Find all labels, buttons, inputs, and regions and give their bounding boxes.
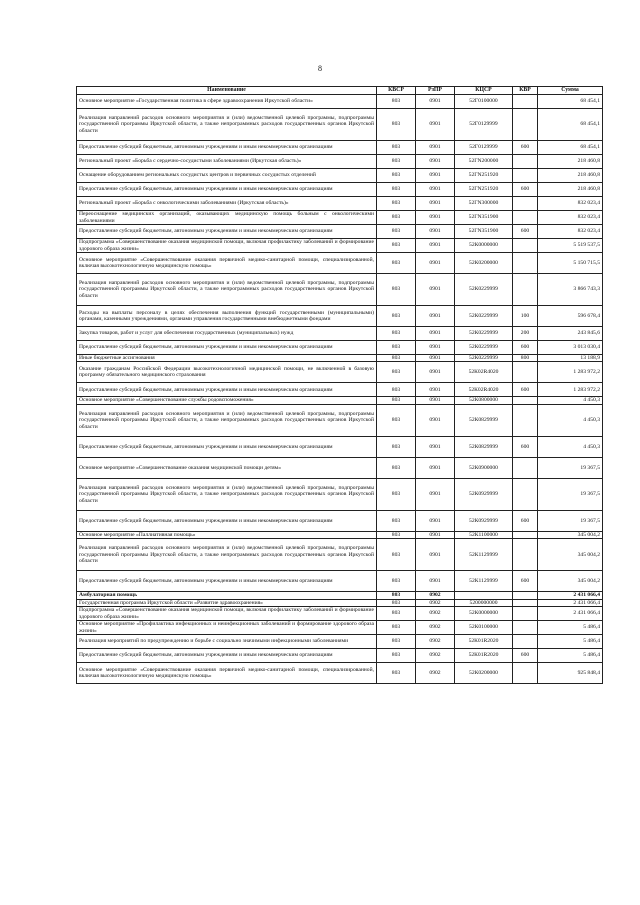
row-kcsr: 52К0200000: [455, 253, 513, 274]
row-name: Реализация мероприятий по предупреждению и борьбе с социально значимыми инфекционными заболеваниями: [77, 635, 377, 649]
row-kvr: [513, 109, 538, 141]
row-rzpr: 0901: [416, 457, 455, 478]
row-rzpr: 0901: [416, 436, 455, 457]
table-row: [77, 239, 603, 253]
table-row: [77, 253, 603, 274]
row-name: Предоставление субсидий бюджетным, автономным учреждениям и иным некоммерческим организациям: [77, 436, 377, 457]
row-kvsr: 803: [377, 253, 416, 274]
row-kcsr: 52К0829999: [455, 404, 513, 436]
row-kcsr: 52ГN351900: [455, 211, 513, 225]
row-sum: 1 283 972,2: [538, 383, 603, 397]
header-rzpr: РзПР: [416, 87, 455, 95]
row-rzpr: 0901: [416, 183, 455, 197]
row-kvsr: 803: [377, 539, 416, 571]
row-kvr: 600: [513, 141, 538, 155]
row-name: Оказание гражданам Российской Федерации высокотехнологичной медицинской помощи, не включенной в базовую программу обязательного медицинского страхования: [77, 362, 377, 383]
row-name: Закупка товаров, работ и услуг для обеспечения государственных (муниципальных) нужд: [77, 327, 377, 341]
row-sum: 218 460,8: [538, 183, 603, 197]
row-kvsr: 803: [377, 239, 416, 253]
row-kvr: [513, 239, 538, 253]
row-kcsr: 52К0100000: [455, 621, 513, 635]
row-kvsr: 803: [377, 621, 416, 635]
table-row: [77, 404, 603, 436]
row-name: Основное мероприятие «Профилактика инфекционных и неинфекционных заболеваний и формирование здорового образа жизни»: [77, 621, 377, 635]
table-row: [77, 109, 603, 141]
row-kcsr: 52К1129999: [455, 539, 513, 571]
row-kvr: [513, 592, 538, 599]
table-row: [77, 95, 603, 109]
header-name: Наименование: [77, 87, 377, 95]
row-kvsr: 803: [377, 183, 416, 197]
row-name: Предоставление субсидий бюджетным, автономным учреждениям и иным некоммерческим организациям: [77, 571, 377, 592]
row-sum: 832 023,4: [538, 197, 603, 211]
row-name: Реализация направлений расходов основного мероприятия и (или) ведомственной целевой программы, подпрограммы государственной программы Иркутской области, а также непрограммных расходов государственных органов Иркутской области: [77, 404, 377, 436]
row-sum: 925 848,4: [538, 663, 603, 684]
row-kvsr: 803: [377, 109, 416, 141]
row-sum: 13 188,9: [538, 355, 603, 362]
row-kvsr: 803: [377, 362, 416, 383]
row-sum: 2 431 066,4: [538, 592, 603, 599]
table-row: [77, 327, 603, 341]
table-row: [77, 531, 603, 538]
table-row: [77, 649, 603, 663]
row-name: Реализация направлений расходов основного мероприятия и (или) ведомственной целевой программы, подпрограммы государственной программы Иркутской области, а также непрограммных расходов государственных органов Иркутской области: [77, 539, 377, 571]
row-rzpr: 0901: [416, 383, 455, 397]
row-kvr: 600: [513, 341, 538, 355]
row-name: Основное мероприятие «Совершенствование оказания первичной медико-санитарной помощи, специализированной, включая высокотехнологичную медицинскую помощь»: [77, 663, 377, 684]
row-kvsr: 803: [377, 663, 416, 684]
row-sum: 19 367,5: [538, 478, 603, 510]
table-row: [77, 663, 603, 684]
row-rzpr: 0901: [416, 141, 455, 155]
row-name: Оснащение оборудованием региональных сосудистых центров и первичных сосудистых отделений: [77, 169, 377, 183]
row-kvsr: 803: [377, 141, 416, 155]
row-kcsr: 52К01R2020: [455, 649, 513, 663]
row-kcsr: 52К0800000: [455, 397, 513, 404]
row-kvr: [513, 95, 538, 109]
row-kcsr: 52Г0100000: [455, 95, 513, 109]
row-kvr: 200: [513, 327, 538, 341]
row-kcsr: 52К0929999: [455, 478, 513, 510]
row-kvsr: 803: [377, 274, 416, 306]
row-kvr: [513, 362, 538, 383]
row-kvsr: 803: [377, 592, 416, 599]
row-rzpr: 0901: [416, 274, 455, 306]
row-kcsr: 52К0200000: [455, 663, 513, 684]
row-rzpr: 0901: [416, 306, 455, 327]
row-kvsr: 803: [377, 404, 416, 436]
row-name: Предоставление субсидий бюджетным, автономным учреждениям и иным некоммерческим организациям: [77, 510, 377, 531]
table-row: [77, 141, 603, 155]
table-row: [77, 478, 603, 510]
row-rzpr: 0901: [416, 355, 455, 362]
table-row: [77, 571, 603, 592]
header-sum: Сумма: [538, 87, 603, 95]
row-sum: 1 283 972,2: [538, 362, 603, 383]
table-row: [77, 621, 603, 635]
row-kvsr: 803: [377, 355, 416, 362]
row-kcsr: 52К01R2020: [455, 635, 513, 649]
row-kvsr: 803: [377, 383, 416, 397]
header-kcsr: КЦСР: [455, 87, 513, 95]
row-kvr: [513, 539, 538, 571]
row-rzpr: 0901: [416, 531, 455, 538]
table-row: [77, 436, 603, 457]
row-kcsr: 52К02R4020: [455, 383, 513, 397]
table-row: [77, 383, 603, 397]
table-row: [77, 599, 603, 606]
row-name: Основное мероприятие «Совершенствование оказания первичной медико-санитарной помощи, специализированной, включая высокотехнологичную медицинскую помощь»: [77, 253, 377, 274]
row-sum: 68 454,1: [538, 95, 603, 109]
row-sum: 596 678,4: [538, 306, 603, 327]
row-name: Реализация направлений расходов основного мероприятия и (или) ведомственной целевой программы, подпрограммы государственной программы Иркутской области, а также непрограммных расходов государственных органов Иркутской области: [77, 274, 377, 306]
table-row: [77, 592, 603, 599]
row-kvsr: 803: [377, 169, 416, 183]
table-row: [77, 306, 603, 327]
row-sum: 3 013 030,4: [538, 341, 603, 355]
row-rzpr: 0901: [416, 169, 455, 183]
row-name: Переоснащение медицинских организаций, оказывающих медицинскую помощь больным с онкологическими заболеваниями: [77, 211, 377, 225]
row-kvr: [513, 531, 538, 538]
row-rzpr: 0901: [416, 404, 455, 436]
row-sum: 2 431 066,4: [538, 599, 603, 606]
row-kvr: 100: [513, 306, 538, 327]
row-kvsr: 803: [377, 457, 416, 478]
row-kvsr: 803: [377, 649, 416, 663]
row-sum: 19 367,5: [538, 457, 603, 478]
row-name: Предоставление субсидий бюджетным, автономным учреждениям и иным некоммерческим организациям: [77, 141, 377, 155]
table-row: [77, 155, 603, 169]
row-name: Предоставление субсидий бюджетным, автономным учреждениям и иным некоммерческим организациям: [77, 341, 377, 355]
row-kvsr: 803: [377, 436, 416, 457]
row-sum: 345 004,2: [538, 571, 603, 592]
row-kvr: [513, 211, 538, 225]
row-name: Расходы на выплаты персоналу в целях обеспечения выполнения функций государственными (муниципальными) органами, казенными учреждениями, органами управления государственными внебюджетными фондами: [77, 306, 377, 327]
row-kvsr: 803: [377, 397, 416, 404]
row-kvsr: 803: [377, 571, 416, 592]
row-rzpr: 0901: [416, 397, 455, 404]
row-rzpr: 0902: [416, 599, 455, 606]
row-rzpr: 0902: [416, 635, 455, 649]
row-kvr: [513, 169, 538, 183]
row-kvsr: 803: [377, 306, 416, 327]
row-rzpr: 0901: [416, 211, 455, 225]
row-rzpr: 0901: [416, 197, 455, 211]
table-row: [77, 341, 603, 355]
row-kvr: [513, 478, 538, 510]
row-kvr: [513, 253, 538, 274]
row-sum: 68 454,1: [538, 109, 603, 141]
row-name: Реализация направлений расходов основного мероприятия и (или) ведомственной целевой программы, подпрограммы государственной программы Иркутской области, а также непрограммных расходов государственных органов Иркутской области: [77, 478, 377, 510]
row-kcsr: 52ГN300000: [455, 197, 513, 211]
row-kcsr: 52К1100000: [455, 531, 513, 538]
row-kvr: [513, 663, 538, 684]
row-kcsr: 52К1129999: [455, 571, 513, 592]
row-kvr: 600: [513, 571, 538, 592]
row-rzpr: 0901: [416, 155, 455, 169]
row-kvr: [513, 274, 538, 306]
row-rzpr: 0901: [416, 362, 455, 383]
table-row: [77, 362, 603, 383]
row-rzpr: 0901: [416, 253, 455, 274]
row-kvr: [513, 621, 538, 635]
row-kcsr: 52К0229999: [455, 306, 513, 327]
row-kcsr: 52К0229999: [455, 327, 513, 341]
header-kvr: КВР: [513, 87, 538, 95]
page-number: 8: [318, 64, 322, 73]
row-kvsr: 803: [377, 599, 416, 606]
table-body: [77, 95, 603, 684]
row-rzpr: 0902: [416, 592, 455, 599]
row-sum: 4 450,3: [538, 436, 603, 457]
row-name: Подпрограмма «Совершенствование оказания медицинской помощи, включая профилактику заболеваний и формирование здорового образа жизни»: [77, 607, 377, 621]
row-kcsr: 52К0229999: [455, 355, 513, 362]
row-sum: 832 023,4: [538, 211, 603, 225]
row-kcsr: [455, 592, 513, 599]
table-row: [77, 635, 603, 649]
budget-table: [76, 86, 603, 684]
table-row: [77, 197, 603, 211]
row-kvsr: 803: [377, 197, 416, 211]
row-name: Реализация направлений расходов основного мероприятия и (или) ведомственной целевой программы, подпрограммы государственной программы Иркутской области, а также непрограммных расходов государственных органов Иркутской области: [77, 109, 377, 141]
row-kvsr: 803: [377, 531, 416, 538]
row-kvr: 600: [513, 383, 538, 397]
row-kcsr: 5200000000: [455, 599, 513, 606]
row-sum: 345 004,2: [538, 531, 603, 538]
row-kvsr: 803: [377, 327, 416, 341]
row-sum: 5 486,4: [538, 621, 603, 635]
row-name: Региональный проект «Борьба с сердечно-сосудистыми заболеваниями (Иркутская область)»: [77, 155, 377, 169]
row-sum: 5 486,4: [538, 649, 603, 663]
row-kvr: [513, 457, 538, 478]
row-kcsr: 52К0229999: [455, 341, 513, 355]
row-kvr: [513, 607, 538, 621]
row-rzpr: 0901: [416, 341, 455, 355]
table-row: [77, 183, 603, 197]
row-kvsr: 803: [377, 225, 416, 239]
row-kvr: [513, 197, 538, 211]
row-kvr: [513, 599, 538, 606]
row-kcsr: 52Г0129999: [455, 141, 513, 155]
row-kcsr: 52ГN251920: [455, 169, 513, 183]
row-sum: 218 460,8: [538, 155, 603, 169]
row-rzpr: 0902: [416, 649, 455, 663]
row-kvsr: 803: [377, 95, 416, 109]
row-kcsr: 52Г0129999: [455, 109, 513, 141]
row-kvr: 800: [513, 355, 538, 362]
row-kvr: [513, 155, 538, 169]
row-sum: 218 460,8: [538, 169, 603, 183]
row-name: Основное мероприятие «Паллиативная помощь»: [77, 531, 377, 538]
row-kvr: 600: [513, 510, 538, 531]
row-rzpr: 0901: [416, 109, 455, 141]
table-row: [77, 510, 603, 531]
row-kcsr: 52К02R4020: [455, 362, 513, 383]
header-kvsr: КВСР: [377, 87, 416, 95]
row-name: Предоставление субсидий бюджетным, автономным учреждениям и иным некоммерческим организациям: [77, 383, 377, 397]
row-rzpr: 0902: [416, 663, 455, 684]
row-sum: 4 450,3: [538, 404, 603, 436]
row-kvr: 600: [513, 436, 538, 457]
row-name: Предоставление субсидий бюджетным, автономным учреждениям и иным некоммерческим организациям: [77, 225, 377, 239]
table-row: [77, 355, 603, 362]
row-rzpr: 0901: [416, 571, 455, 592]
row-sum: 4 450,3: [538, 397, 603, 404]
row-kcsr: 52ГN351900: [455, 225, 513, 239]
row-kvr: 600: [513, 225, 538, 239]
row-kvr: [513, 397, 538, 404]
row-name: Основное мероприятие «Совершенствование службы родовспоможения»: [77, 397, 377, 404]
row-kcsr: 52К0829999: [455, 436, 513, 457]
row-kcsr: 52ГN200000: [455, 155, 513, 169]
row-kvsr: 803: [377, 211, 416, 225]
row-sum: 19 367,5: [538, 510, 603, 531]
row-name: Основное мероприятие «Государственная политика в сфере здравоохранения Иркутской области»: [77, 95, 377, 109]
row-kvr: [513, 635, 538, 649]
table-row: [77, 169, 603, 183]
row-kcsr: 52К0000000: [455, 239, 513, 253]
row-name: Региональный проект «Борьба с онкологическими заболеваниями (Иркутская область)»: [77, 197, 377, 211]
row-rzpr: 0901: [416, 478, 455, 510]
row-rzpr: 0901: [416, 510, 455, 531]
row-kcsr: 52К0229999: [455, 274, 513, 306]
row-rzpr: 0901: [416, 239, 455, 253]
row-kvsr: 803: [377, 510, 416, 531]
row-kcsr: 52ГN251920: [455, 183, 513, 197]
row-kcsr: 52К0000000: [455, 607, 513, 621]
row-name: Основное мероприятие «Совершенствование оказания медицинской помощи детям»: [77, 457, 377, 478]
row-sum: 832 023,4: [538, 225, 603, 239]
row-rzpr: 0901: [416, 327, 455, 341]
row-sum: 243 845,6: [538, 327, 603, 341]
table-header-row: [77, 87, 603, 95]
row-sum: 345 004,2: [538, 539, 603, 571]
table-row: [77, 397, 603, 404]
row-kvr: [513, 404, 538, 436]
row-kvr: 600: [513, 649, 538, 663]
row-name: Амбулаторная помощь: [77, 592, 377, 599]
table-row: [77, 211, 603, 225]
table-row: [77, 607, 603, 621]
row-rzpr: 0901: [416, 539, 455, 571]
row-kvsr: 803: [377, 155, 416, 169]
row-name: Предоставление субсидий бюджетным, автономным учреждениям и иным некоммерческим организациям: [77, 183, 377, 197]
row-kcsr: 52К0929999: [455, 510, 513, 531]
row-rzpr: 0901: [416, 95, 455, 109]
row-rzpr: 0902: [416, 607, 455, 621]
row-name: Иные бюджетные ассигнования: [77, 355, 377, 362]
row-kvsr: 803: [377, 635, 416, 649]
table-row: [77, 225, 603, 239]
row-sum: 5 486,4: [538, 635, 603, 649]
row-kvsr: 803: [377, 607, 416, 621]
row-name: Предоставление субсидий бюджетным, автономным учреждениям и иным некоммерческим организациям: [77, 649, 377, 663]
row-sum: 68 454,1: [538, 141, 603, 155]
row-sum: 2 431 066,4: [538, 607, 603, 621]
table-row: [77, 274, 603, 306]
row-rzpr: 0902: [416, 621, 455, 635]
row-rzpr: 0901: [416, 225, 455, 239]
row-sum: 5 150 715,5: [538, 253, 603, 274]
row-kvr: 600: [513, 183, 538, 197]
row-sum: 3 866 743,3: [538, 274, 603, 306]
row-sum: 5 519 537,5: [538, 239, 603, 253]
row-kcsr: 52К0900000: [455, 457, 513, 478]
row-name: Государственная программа Иркутской области «Развитие здравоохранения»: [77, 599, 377, 606]
table-row: [77, 457, 603, 478]
row-name: Подпрограмма «Совершенствование оказания медицинской помощи, включая профилактику заболеваний и формирование здорового образа жизни»: [77, 239, 377, 253]
row-kvsr: 803: [377, 478, 416, 510]
row-kvsr: 803: [377, 341, 416, 355]
table-row: [77, 539, 603, 571]
